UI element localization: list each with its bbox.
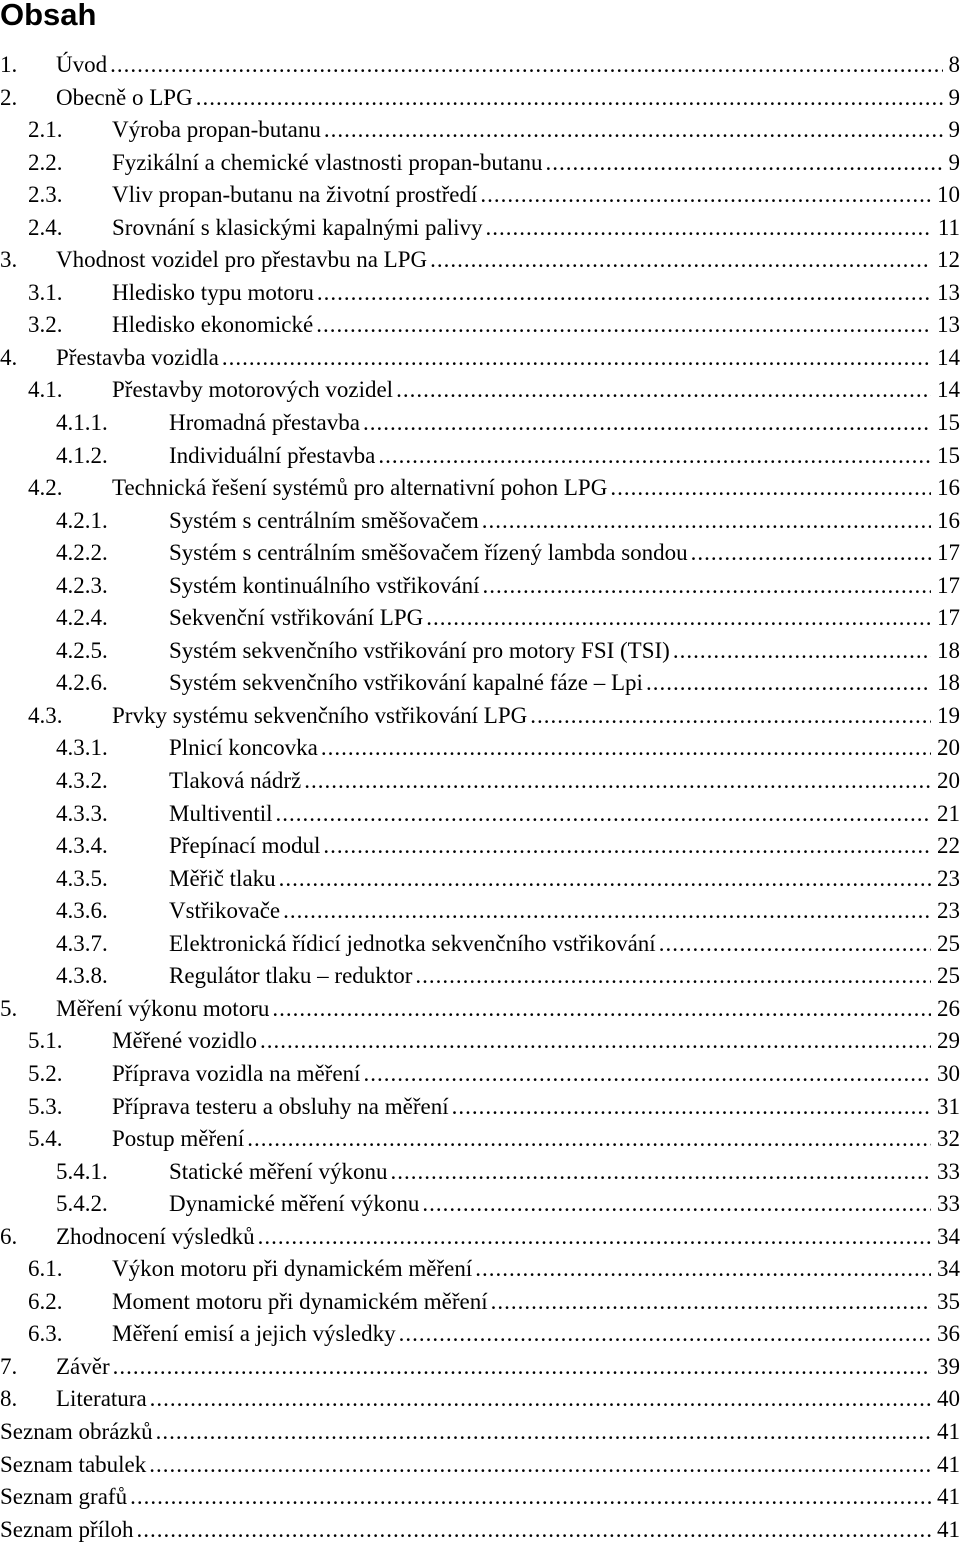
toc-entry-label: Přestavba vozidla <box>56 342 219 375</box>
toc-entry-number: 6.1. <box>28 1253 112 1286</box>
dot-leader <box>276 798 932 831</box>
toc-entry-page-number: 25 <box>937 960 960 993</box>
dot-leader <box>610 472 931 505</box>
dot-leader <box>130 1481 931 1514</box>
toc-entry-label: Multiventil <box>169 798 273 831</box>
toc-entry-number: 3.2. <box>28 309 112 342</box>
toc-entry-label: Měření emisí a jejich výsledky <box>112 1318 396 1351</box>
toc-entry[interactable] <box>0 1123 960 1156</box>
toc-entry-label: Sekvenční vstřikování LPG <box>169 602 423 635</box>
toc-entry-page-number: 21 <box>937 798 960 831</box>
dot-leader <box>691 537 931 570</box>
toc-entry-page-number: 9 <box>949 147 960 180</box>
toc-entry-number: 4.3.1. <box>56 732 169 765</box>
toc-entry-number: 2. <box>0 82 56 115</box>
toc-entry-number: 5.4.2. <box>56 1188 169 1221</box>
dot-leader <box>546 147 943 180</box>
toc-entry-label: Individuální přestavba <box>169 440 375 473</box>
dot-leader <box>137 1514 932 1546</box>
toc-entry-number: 3.1. <box>28 277 112 310</box>
toc-entry[interactable] <box>0 928 960 961</box>
toc-entry-label: Hledisko typu motoru <box>112 277 314 310</box>
dot-leader <box>110 49 942 82</box>
toc-entry-number: 4.3.7. <box>56 928 169 961</box>
dot-leader <box>475 1253 931 1286</box>
toc-entry[interactable] <box>0 374 960 407</box>
toc-entry-page-number: 35 <box>937 1286 960 1319</box>
toc-entry[interactable] <box>0 895 960 928</box>
toc-entry-page-number: 34 <box>937 1221 960 1254</box>
toc-entry[interactable] <box>0 342 960 375</box>
toc-entry-number: 4.3. <box>28 700 112 733</box>
toc-entry-label: Tlaková nádrž <box>169 765 301 798</box>
toc-entry-number: 4.3.8. <box>56 960 169 993</box>
toc-entry-page-number: 20 <box>937 765 960 798</box>
toc-entry-number: 5.4.1. <box>56 1156 169 1189</box>
toc-entry-number: 4.3.5. <box>56 863 169 896</box>
dot-leader <box>530 700 931 733</box>
toc-entry[interactable] <box>0 700 960 733</box>
toc-entry-page-number: 12 <box>937 244 960 277</box>
dot-leader <box>426 602 931 635</box>
dot-leader <box>150 1383 931 1416</box>
page-title: Obsah <box>0 0 96 36</box>
toc-entry-label: Dynamické měření výkonu <box>169 1188 419 1221</box>
toc-entry[interactable] <box>0 244 960 277</box>
toc-entry[interactable] <box>0 179 960 212</box>
toc-entry[interactable] <box>0 1449 960 1482</box>
toc-entry-page-number: 17 <box>937 602 960 635</box>
dot-leader <box>156 1416 931 1449</box>
toc-entry-page-number: 18 <box>937 667 960 700</box>
toc-entry-page-number: 15 <box>937 407 960 440</box>
toc-entry[interactable] <box>0 114 960 147</box>
toc-entry-number: 1. <box>0 49 56 82</box>
toc-entry[interactable] <box>0 1514 960 1546</box>
toc-entry-number: 5.4. <box>28 1123 112 1156</box>
toc-entry-label: Vstřikovače <box>169 895 280 928</box>
toc-entry[interactable] <box>0 732 960 765</box>
toc-entry[interactable] <box>0 570 960 603</box>
toc-entry-page-number: 41 <box>937 1481 960 1514</box>
toc-entry-label: Výroba propan-butanu <box>112 114 321 147</box>
table-of-contents <box>0 49 960 1546</box>
toc-entry-page-number: 14 <box>937 374 960 407</box>
toc-entry[interactable] <box>0 1091 960 1124</box>
toc-entry-number: 4.2.6. <box>56 667 169 700</box>
dot-leader <box>483 570 932 603</box>
toc-entry-label: Seznam příloh <box>0 1514 134 1546</box>
toc-entry[interactable] <box>0 960 960 993</box>
toc-entry-label: Hledisko ekonomické <box>112 309 313 342</box>
toc-entry-number: 4.3.3. <box>56 798 169 831</box>
toc-entry-page-number: 33 <box>937 1156 960 1189</box>
dot-leader <box>323 830 931 863</box>
dot-leader <box>272 993 931 1026</box>
dot-leader <box>260 1025 931 1058</box>
toc-entry[interactable] <box>0 1188 960 1221</box>
dot-leader <box>390 1156 931 1189</box>
toc-entry[interactable] <box>0 505 960 538</box>
toc-entry-number: 5.1. <box>28 1025 112 1058</box>
toc-entry-label: Moment motoru při dynamickém měření <box>112 1286 488 1319</box>
dot-leader <box>363 1058 931 1091</box>
dot-leader <box>283 895 931 928</box>
dot-leader <box>646 667 931 700</box>
toc-entry-number: 4.1.2. <box>56 440 169 473</box>
toc-entry-label: Závěr <box>56 1351 110 1384</box>
toc-entry-number: 2.1. <box>28 114 112 147</box>
toc-entry-page-number: 32 <box>937 1123 960 1156</box>
toc-entry-number: 4.2.5. <box>56 635 169 668</box>
toc-entry-label: Měření výkonu motoru <box>56 993 269 1026</box>
toc-entry-page-number: 9 <box>949 114 960 147</box>
dot-leader <box>396 374 931 407</box>
toc-entry[interactable] <box>0 1481 960 1514</box>
toc-entry-number: 4.2.3. <box>56 570 169 603</box>
toc-entry-page-number: 25 <box>937 928 960 961</box>
toc-entry-number: 5.3. <box>28 1091 112 1124</box>
toc-entry-label: Příprava vozidla na měření <box>112 1058 360 1091</box>
toc-entry-label: Přestavby motorových vozidel <box>112 374 393 407</box>
toc-entry-page-number: 10 <box>937 179 960 212</box>
dot-leader <box>304 765 931 798</box>
toc-entry-label: Literatura <box>56 1383 147 1416</box>
toc-entry-label: Přepínací modul <box>169 830 320 863</box>
toc-entry-number: 4.3.2. <box>56 765 169 798</box>
toc-entry[interactable] <box>0 798 960 831</box>
toc-entry-number: 5.2. <box>28 1058 112 1091</box>
toc-entry[interactable] <box>0 863 960 896</box>
toc-entry-label: Seznam tabulek <box>0 1449 146 1482</box>
toc-entry-page-number: 30 <box>937 1058 960 1091</box>
toc-entry-label: Systém kontinuálního vstřikování <box>169 570 480 603</box>
dot-leader <box>222 342 931 375</box>
dot-leader <box>321 732 931 765</box>
toc-entry-page-number: 16 <box>937 472 960 505</box>
toc-entry-number: 8. <box>0 1383 56 1416</box>
toc-entry-number: 4.2.2. <box>56 537 169 570</box>
toc-entry-label: Vhodnost vozidel pro přestavbu na LPG <box>56 244 427 277</box>
toc-entry-number: 4.3.6. <box>56 895 169 928</box>
toc-entry[interactable] <box>0 1318 960 1351</box>
dot-leader <box>452 1091 931 1124</box>
toc-entry[interactable] <box>0 667 960 700</box>
toc-entry-page-number: 19 <box>937 700 960 733</box>
toc-entry-number: 4.2. <box>28 472 112 505</box>
toc-entry-page-number: 13 <box>937 309 960 342</box>
toc-entry-label: Zhodnocení výsledků <box>56 1221 255 1254</box>
toc-entry[interactable] <box>0 82 960 115</box>
toc-entry-page-number: 13 <box>937 277 960 310</box>
toc-entry-number: 4. <box>0 342 56 375</box>
toc-entry-page-number: 8 <box>949 49 960 82</box>
toc-entry-number: 4.3.4. <box>56 830 169 863</box>
toc-entry-label: Hromadná přestavba <box>169 407 360 440</box>
toc-entry-page-number: 15 <box>937 440 960 473</box>
toc-entry[interactable] <box>0 993 960 1026</box>
toc-entry-page-number: 29 <box>937 1025 960 1058</box>
dot-leader <box>480 179 931 212</box>
dot-leader <box>258 1221 931 1254</box>
toc-entry-number: 4.2.1. <box>56 505 169 538</box>
toc-entry[interactable] <box>0 635 960 668</box>
toc-entry[interactable] <box>0 49 960 82</box>
toc-entry[interactable] <box>0 1221 960 1254</box>
dot-leader <box>673 635 931 668</box>
dot-leader <box>149 1449 931 1482</box>
toc-entry-page-number: 41 <box>937 1416 960 1449</box>
dot-leader <box>324 114 943 147</box>
toc-entry-number: 2.3. <box>28 179 112 212</box>
toc-entry-label: Příprava testeru a obsluhy na měření <box>112 1091 449 1124</box>
toc-entry-label: Fyzikální a chemické vlastnosti propan-butanu <box>112 147 543 180</box>
toc-entry-label: Obecně o LPG <box>56 82 193 115</box>
toc-entry[interactable] <box>0 1286 960 1319</box>
toc-entry-page-number: 11 <box>938 212 960 245</box>
toc-entry[interactable] <box>0 1058 960 1091</box>
toc-entry[interactable] <box>0 765 960 798</box>
toc-entry-number: 7. <box>0 1351 56 1384</box>
dot-leader <box>247 1123 931 1156</box>
toc-entry[interactable] <box>0 147 960 180</box>
toc-entry[interactable] <box>0 1383 960 1416</box>
toc-entry[interactable] <box>0 830 960 863</box>
toc-entry-page-number: 41 <box>937 1449 960 1482</box>
toc-entry-label: Plnicí koncovka <box>169 732 318 765</box>
toc-entry-label: Systém sekvenčního vstřikování kapalné fáze – Lpi <box>169 667 643 700</box>
toc-entry-number: 3. <box>0 244 56 277</box>
toc-entry[interactable] <box>0 277 960 310</box>
toc-entry-label: Vliv propan-butanu na životní prostředí <box>112 179 477 212</box>
toc-entry-page-number: 18 <box>937 635 960 668</box>
toc-entry-number: 2.4. <box>28 212 112 245</box>
toc-entry-page-number: 26 <box>937 993 960 1026</box>
toc-entry-number: 5. <box>0 993 56 1026</box>
toc-entry[interactable] <box>0 212 960 245</box>
toc-entry-page-number: 39 <box>937 1351 960 1384</box>
dot-leader <box>491 1286 931 1319</box>
toc-entry-label: Systém s centrálním směšovačem řízený lambda sondou <box>169 537 688 570</box>
toc-entry-label: Seznam grafů <box>0 1481 127 1514</box>
toc-entry-page-number: 16 <box>937 505 960 538</box>
dot-leader <box>317 277 931 310</box>
toc-entry-label: Seznam obrázků <box>0 1416 153 1449</box>
dot-leader <box>399 1318 931 1351</box>
toc-entry-label: Výkon motoru při dynamickém měření <box>112 1253 472 1286</box>
toc-entry-label: Prvky systému sekvenčního vstřikování LPG <box>112 700 527 733</box>
toc-entry-page-number: 23 <box>937 895 960 928</box>
toc-entry[interactable] <box>0 537 960 570</box>
dot-leader <box>415 960 931 993</box>
toc-entry[interactable] <box>0 1253 960 1286</box>
toc-entry-page-number: 20 <box>937 732 960 765</box>
toc-entry-label: Elektronická řídicí jednotka sekvenčního vstřikování <box>169 928 656 961</box>
dot-leader <box>482 505 931 538</box>
toc-entry-label: Statické měření výkonu <box>169 1156 387 1189</box>
dot-leader <box>659 928 931 961</box>
toc-entry-page-number: 22 <box>937 830 960 863</box>
toc-entry-page-number: 31 <box>937 1091 960 1124</box>
toc-entry-page-number: 33 <box>937 1188 960 1221</box>
toc-entry-page-number: 23 <box>937 863 960 896</box>
dot-leader <box>316 309 931 342</box>
toc-entry[interactable] <box>0 440 960 473</box>
toc-entry-label: Úvod <box>56 49 107 82</box>
dot-leader <box>430 244 931 277</box>
toc-entry[interactable] <box>0 407 960 440</box>
toc-entry-label: Regulátor tlaku – reduktor <box>169 960 412 993</box>
toc-entry[interactable] <box>0 602 960 635</box>
toc-entry[interactable] <box>0 1351 960 1384</box>
toc-entry-label: Měřič tlaku <box>169 863 276 896</box>
toc-entry-page-number: 17 <box>937 570 960 603</box>
dot-leader <box>378 440 931 473</box>
toc-entry-number: 6.3. <box>28 1318 112 1351</box>
toc-entry-page-number: 9 <box>949 82 960 115</box>
dot-leader <box>486 212 932 245</box>
toc-entry-number: 4.2.4. <box>56 602 169 635</box>
dot-leader <box>196 82 943 115</box>
dot-leader <box>422 1188 931 1221</box>
toc-entry[interactable] <box>0 1156 960 1189</box>
toc-entry[interactable] <box>0 1416 960 1449</box>
toc-entry[interactable] <box>0 472 960 505</box>
toc-entry[interactable] <box>0 309 960 342</box>
toc-entry-number: 6. <box>0 1221 56 1254</box>
toc-entry-label: Systém sekvenčního vstřikování pro motory FSI (TSI) <box>169 635 670 668</box>
toc-entry-number: 6.2. <box>28 1286 112 1319</box>
toc-entry-page-number: 14 <box>937 342 960 375</box>
toc-entry-number: 4.1.1. <box>56 407 169 440</box>
dot-leader <box>279 863 931 896</box>
dot-leader <box>113 1351 931 1384</box>
toc-entry-page-number: 36 <box>937 1318 960 1351</box>
toc-entry[interactable] <box>0 1025 960 1058</box>
toc-entry-page-number: 34 <box>937 1253 960 1286</box>
toc-entry-label: Technická řešení systémů pro alternativní pohon LPG <box>112 472 607 505</box>
toc-entry-number: 4.1. <box>28 374 112 407</box>
toc-entry-label: Měřené vozidlo <box>112 1025 257 1058</box>
toc-entry-page-number: 41 <box>937 1514 960 1546</box>
toc-entry-label: Srovnání s klasickými kapalnými palivy <box>112 212 483 245</box>
dot-leader <box>363 407 931 440</box>
toc-entry-label: Postup měření <box>112 1123 244 1156</box>
toc-entry-label: Systém s centrálním směšovačem <box>169 505 479 538</box>
toc-entry-page-number: 17 <box>937 537 960 570</box>
toc-entry-page-number: 40 <box>937 1383 960 1416</box>
toc-entry-number: 2.2. <box>28 147 112 180</box>
